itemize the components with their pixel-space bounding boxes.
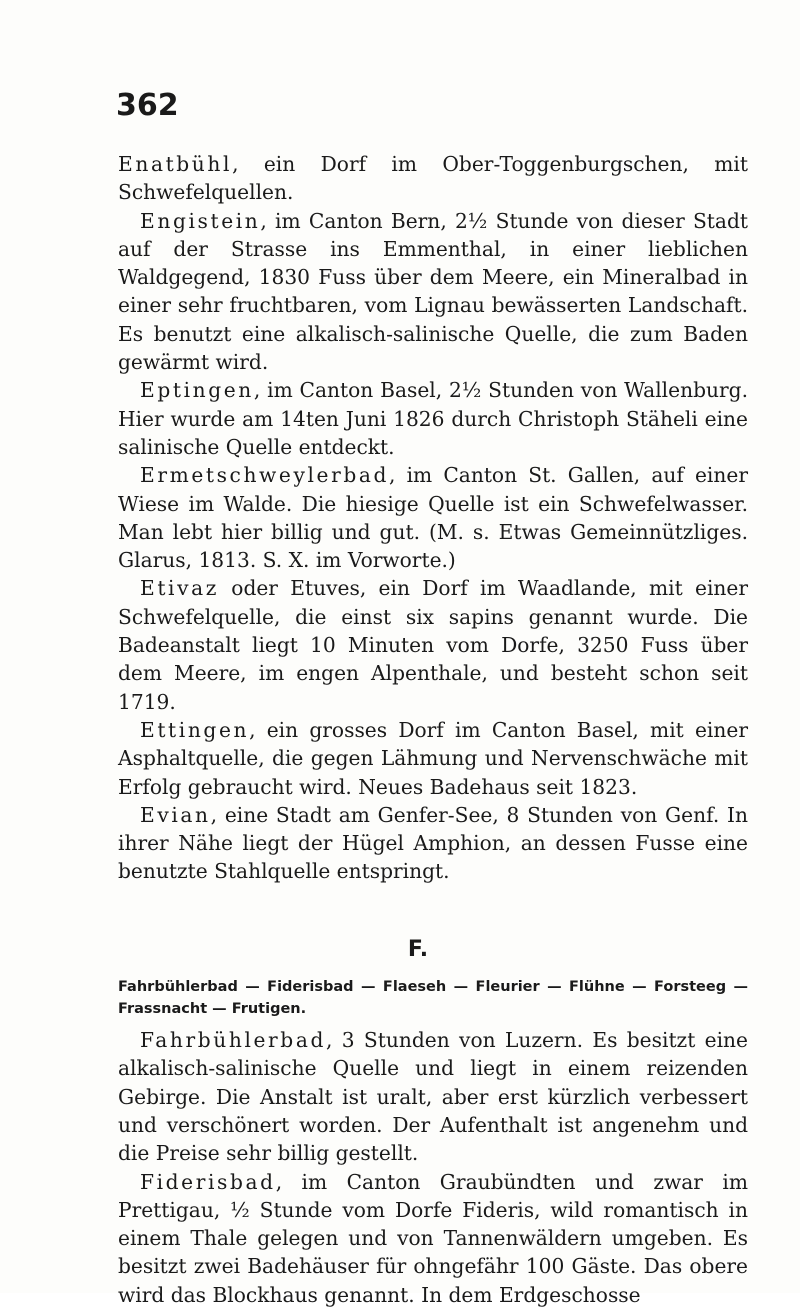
entry-text: , im Canton Graubündten und zwar im Prettigau, ½ Stunde vom Dorfe Fideris, wild romantisch in einem Thale gelegen und von Tannenwäldern umgeben. Es besitzt zwei Badehäuser für ohngefähr 100 Gäste. Das obere wird das Blockhaus genannt. In dem Erdgeschosse xyxy=(118,1169,748,1307)
entry-text: , im Canton St. Gallen, auf einer Wiese im Walde. Die hiesige Quelle ist ein Schwefelwasser. Man lebt hier billig und gut. (M. s. Etwas Gemeinnützliges. Glarus, 1813. S. X. im Vorworte.) xyxy=(118,463,748,573)
entry-text: , im Canton Bern, 2½ Stunde von dieser Stadt auf der Strasse ins Emmenthal, in einer lieblichen Waldgegend, 1830 Fuss über dem Meere, ein Mineralbad in einer sehr fruchtbaren, vom Lignau bewässerten Landschaft. Es benutzt eine alkalisch-salinische Quelle, die zum Baden gewärmt wird. xyxy=(118,208,748,375)
entry-ermetschweylerbad xyxy=(118,461,748,574)
entry-head: Fahrbühlerbad xyxy=(140,1028,326,1053)
entry-text: , im Canton Basel, 2½ Stunden von Wallenburg. Hier wurde am 14ten Juni 1826 durch Christoph Stäheli eine salinische Quelle entdeckt. xyxy=(118,378,748,459)
entry-head: Engistein xyxy=(140,208,261,233)
entry-text: , eine Stadt am Genfer-See, 8 Stunden von Genf. In ihrer Nähe liegt der Hügel Amphion, an dessen Fusse eine benutzte Stahlquelle entspringt. xyxy=(118,802,748,884)
entry-engistein xyxy=(118,207,748,377)
entry-evian xyxy=(118,801,748,886)
entry-text: oder Etuves, ein Dorf im Waadlande, mit einer Schwefelquelle, die einst six sapins genannt wurde. Die Badeanstalt liegt 10 Minuten vom Dorfe, 3250 Fuss über dem Meere, im engen Alpenthale, und besteht schon seit 1719. xyxy=(118,576,748,714)
entry-fiderisbad xyxy=(118,1168,748,1309)
entry-enatbuehl xyxy=(118,150,748,207)
entry-fahrbuehlerbad xyxy=(118,1026,748,1167)
entry-head: Enatbühl xyxy=(118,152,233,176)
entry-head: Ettingen xyxy=(140,717,250,742)
text-column xyxy=(118,150,748,1309)
entry-etivaz xyxy=(118,574,748,715)
entry-ettingen xyxy=(118,716,748,801)
entry-head: Ermetschweylerbad xyxy=(140,463,390,488)
section-index: Fahrbühlerbad — Fiderisbad — Flaeseh — Fleurier — Flühne — Forsteeg — Frassnacht — Frutigen. xyxy=(118,979,748,1018)
entry-text: , ein Dorf im Ober-Toggenburgschen, mit Schwefelquellen. xyxy=(118,152,748,205)
entry-head: Fiderisbad xyxy=(140,1169,276,1194)
entry-head: Eptingen xyxy=(140,378,254,403)
entry-text: , 3 Stunden von Luzern. Es besitzt eine alkalisch-salinische Quelle und liegt in einem reizenden Gebirge. Die Anstalt ist uralt, aber erst kürzlich verbessert und verschönert worden. Der Aufenthalt ist angenehm und die Preise sehr billig gestellt. xyxy=(118,1028,748,1166)
entry-eptingen xyxy=(118,376,748,461)
section-letter: F. xyxy=(407,936,429,962)
entry-text: , ein grosses Dorf im Canton Basel, mit einer Asphaltquelle, die gegen Lähmung und Nervenschwäche mit Erfolg gebraucht wird. Neues Badehaus seit 1823. xyxy=(118,717,748,799)
entry-head: Evian xyxy=(140,802,211,827)
page-number: 362 xyxy=(116,88,179,123)
entry-head: Etivaz xyxy=(140,576,219,601)
